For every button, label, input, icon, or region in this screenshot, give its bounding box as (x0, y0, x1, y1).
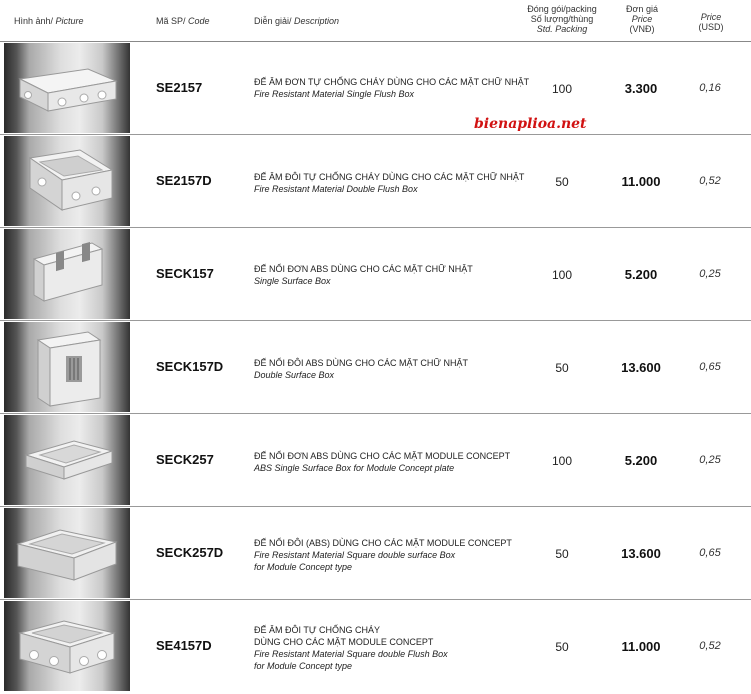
product-image (4, 508, 130, 598)
single-flush-box-icon (4, 43, 130, 133)
module-surface-box-icon (4, 415, 130, 505)
price-usd: 0,25 (699, 454, 721, 466)
header-packing (520, 4, 604, 34)
packing-qty: 100 (551, 82, 573, 96)
description-vi: ĐẾ NỔI ĐÔI (ABS) DÙNG CHO CÁC MẶT MODULE CONCEPT (254, 538, 512, 548)
price-usd: 0,65 (699, 361, 721, 373)
header-desc-en: Description (291, 16, 340, 26)
table-row (0, 600, 751, 693)
product-image (4, 322, 130, 412)
header-code (156, 16, 210, 26)
header-vnd-line1: Đơn giá (626, 4, 658, 14)
product-code: SE4157D (156, 638, 212, 653)
module-double-surface-box-icon (4, 508, 130, 598)
table-header (0, 0, 751, 42)
packing-qty: 50 (555, 361, 569, 375)
table-row (0, 228, 751, 321)
product-image (4, 601, 130, 691)
header-code-vi: Mã SP/ (156, 16, 186, 26)
description-en: Single Surface Box (254, 276, 331, 286)
header-description (254, 16, 339, 26)
description-vi: ĐẾ ÂM ĐƠN TỰ CHỐNG CHÁY DÙNG CHO CÁC MẶT CHỮ NHẬT (254, 77, 530, 87)
header-code-en: Code (185, 16, 210, 26)
product-code: SECK257D (156, 545, 224, 560)
price-vnd: 11.000 (621, 174, 661, 189)
price-vnd: 11.000 (621, 639, 661, 654)
double-surface-box-icon (4, 322, 130, 412)
table-row (0, 507, 751, 600)
header-pack-line2: Số lượng/thùng (530, 14, 594, 24)
description-en: Fire Resistant Material Square double Flush Box (254, 649, 448, 659)
product-description (254, 76, 529, 100)
header-vnd-line3: (VNĐ) (629, 24, 655, 34)
header-usd-line2: (USD) (698, 22, 724, 32)
table-row (0, 414, 751, 507)
product-image (4, 229, 130, 319)
description-vi: ĐẾ NỔI ĐÔI ABS DÙNG CHO CÁC MẶT CHỮ NHẬT (254, 358, 469, 368)
header-price-vnd (612, 4, 672, 34)
price-vnd: 3.300 (624, 81, 658, 96)
header-picture-en: Picture (53, 16, 84, 26)
product-image (4, 415, 130, 505)
product-code: SE2157 (156, 80, 203, 95)
price-vnd: 5.200 (624, 267, 658, 282)
table-row (0, 135, 751, 228)
price-usd: 0,52 (699, 640, 721, 652)
packing-qty: 100 (551, 454, 573, 468)
description-vi: ĐẾ ÂM ĐÔI TỰ CHỐNG CHÁY (254, 625, 381, 635)
product-description (254, 171, 524, 195)
product-image (4, 43, 130, 133)
price-vnd: 13.600 (621, 360, 661, 375)
packing-qty: 50 (555, 547, 569, 561)
description-en-2: for Module Concept type (254, 661, 353, 671)
double-flush-box-icon (4, 136, 130, 226)
description-vi: ĐẾ NỔI ĐƠN ABS DÙNG CHO CÁC MẶT MODULE CONCEPT (254, 451, 511, 461)
product-description (254, 537, 512, 573)
product-description (254, 624, 448, 672)
header-picture (14, 16, 84, 26)
description-vi-2: DÙNG CHO CÁC MẶT MODULE CONCEPT (254, 637, 434, 647)
description-en-2: for Module Concept type (254, 562, 353, 572)
product-code: SECK257 (156, 452, 214, 467)
packing-qty: 100 (551, 268, 573, 282)
description-en: Fire Resistant Material Square double surface Box (254, 550, 456, 560)
price-usd: 0,65 (699, 547, 721, 559)
product-code: SECK157 (156, 266, 214, 281)
description-vi: ĐẾ NỔI ĐƠN ABS DÙNG CHO CÁC MẶT CHỮ NHẬT (254, 264, 473, 274)
header-usd-line1: Price (700, 12, 722, 22)
table-row (0, 321, 751, 414)
product-description (254, 357, 468, 381)
description-en: Fire Resistant Material Single Flush Box (254, 89, 415, 99)
packing-qty: 50 (555, 640, 569, 654)
product-code: SE2157D (156, 173, 212, 188)
price-usd: 0,52 (699, 175, 721, 187)
price-usd: 0,25 (699, 268, 721, 280)
price-vnd: 13.600 (621, 546, 661, 561)
product-image (4, 136, 130, 226)
header-desc-vi: Diễn giải/ (254, 16, 292, 26)
product-description (254, 263, 473, 287)
header-vnd-line2: Price (631, 14, 653, 24)
price-vnd: 5.200 (624, 453, 658, 468)
price-usd: 0,16 (699, 82, 721, 94)
description-en: ABS Single Surface Box for Module Concept plate (254, 463, 455, 473)
header-pack-line1: Đóng gói/packing (527, 4, 597, 14)
description-en: Fire Resistant Material Double Flush Box (254, 184, 418, 194)
watermark-text: bienaplioa.net (474, 116, 587, 132)
product-code: SECK157D (156, 359, 224, 374)
header-pack-line3: Std. Packing (536, 24, 588, 34)
packing-qty: 50 (555, 175, 569, 189)
module-double-flush-box-icon (4, 601, 130, 691)
single-surface-box-icon (4, 229, 130, 319)
table-row (0, 42, 751, 135)
description-en: Double Surface Box (254, 370, 335, 380)
product-description (254, 450, 510, 474)
description-vi: ĐẾ ÂM ĐÔI TỰ CHỐNG CHÁY DÙNG CHO CÁC MẶT CHỮ NHẬT (254, 172, 525, 182)
header-picture-vi: Hình ảnh/ (14, 16, 54, 26)
header-price-usd (684, 12, 738, 32)
